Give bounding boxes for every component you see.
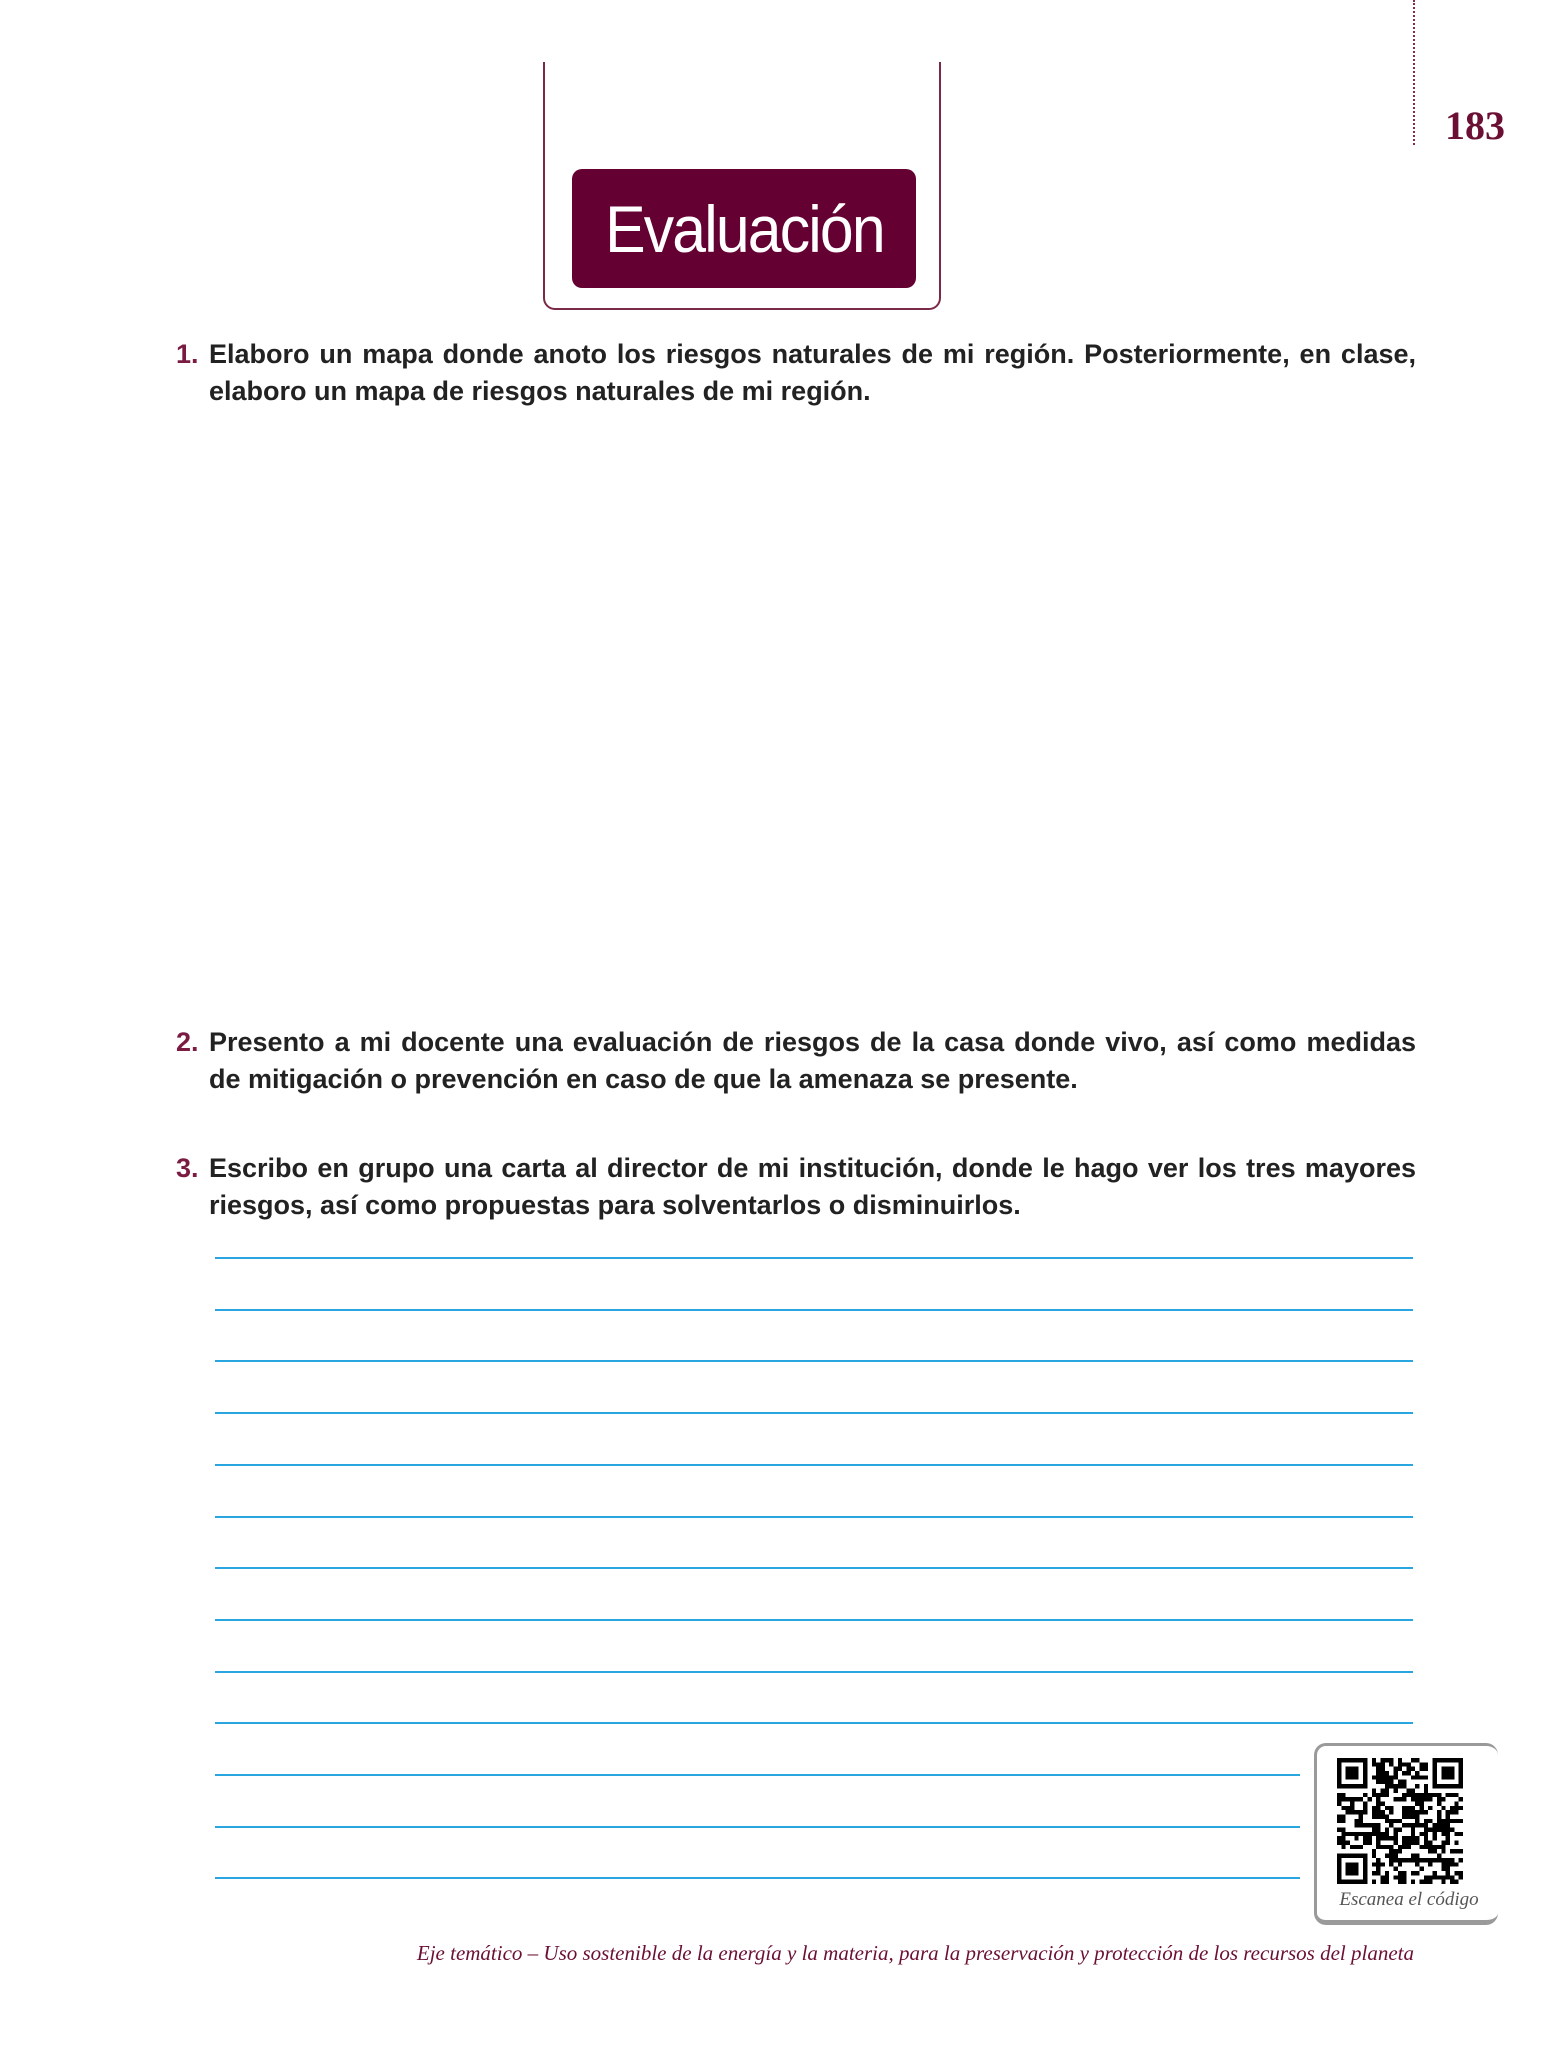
writing-line[interactable] — [215, 1309, 1413, 1311]
writing-line[interactable] — [215, 1567, 1413, 1569]
writing-line[interactable] — [215, 1877, 1300, 1879]
question-3 — [176, 1150, 1416, 1224]
question-number: 3. — [176, 1153, 199, 1183]
writing-line[interactable] — [215, 1464, 1413, 1466]
writing-line[interactable] — [215, 1360, 1413, 1362]
writing-line[interactable] — [215, 1671, 1413, 1673]
writing-line[interactable] — [215, 1516, 1413, 1518]
question-2 — [176, 1024, 1416, 1098]
question-number: 1. — [176, 339, 199, 369]
question-text: Escribo en grupo una carta al director de mi institución, donde le hago ver los tres mayores riesgos, así como propuestas para solventarlos o disminuirlos. — [209, 1153, 1416, 1220]
qr-panel — [1314, 1743, 1498, 1925]
footer-theme: Eje temático – Uso sostenible de la energía y la materia, para la preservación y protección de los recursos del planeta — [416, 1941, 1414, 1965]
title-banner — [572, 169, 916, 288]
qr-code-icon[interactable] — [1337, 1758, 1463, 1884]
question-1 — [176, 336, 1416, 410]
qr-caption: Escanea el código — [1339, 1889, 1479, 1910]
writing-line[interactable] — [215, 1826, 1300, 1828]
writing-line[interactable] — [215, 1619, 1413, 1621]
question-text: Elaboro un mapa donde anoto los riesgos naturales de mi región. Posteriormente, en clase, elaboro un mapa de riesgos naturales de mi región. — [209, 339, 1416, 406]
writing-line[interactable] — [215, 1774, 1300, 1776]
question-text: Presento a mi docente una evaluación de riesgos de la casa donde vivo, así como medidas de mitigación o prevención en caso de que la amenaza se presente. — [209, 1027, 1416, 1094]
question-number: 2. — [176, 1027, 199, 1057]
writing-line[interactable] — [215, 1412, 1413, 1414]
writing-line[interactable] — [215, 1722, 1413, 1724]
page-number: 183 — [1445, 103, 1505, 148]
page-edge-dotted-rule — [1413, 0, 1415, 145]
writing-line[interactable] — [215, 1257, 1413, 1259]
page-title: Evaluación — [604, 191, 884, 266]
